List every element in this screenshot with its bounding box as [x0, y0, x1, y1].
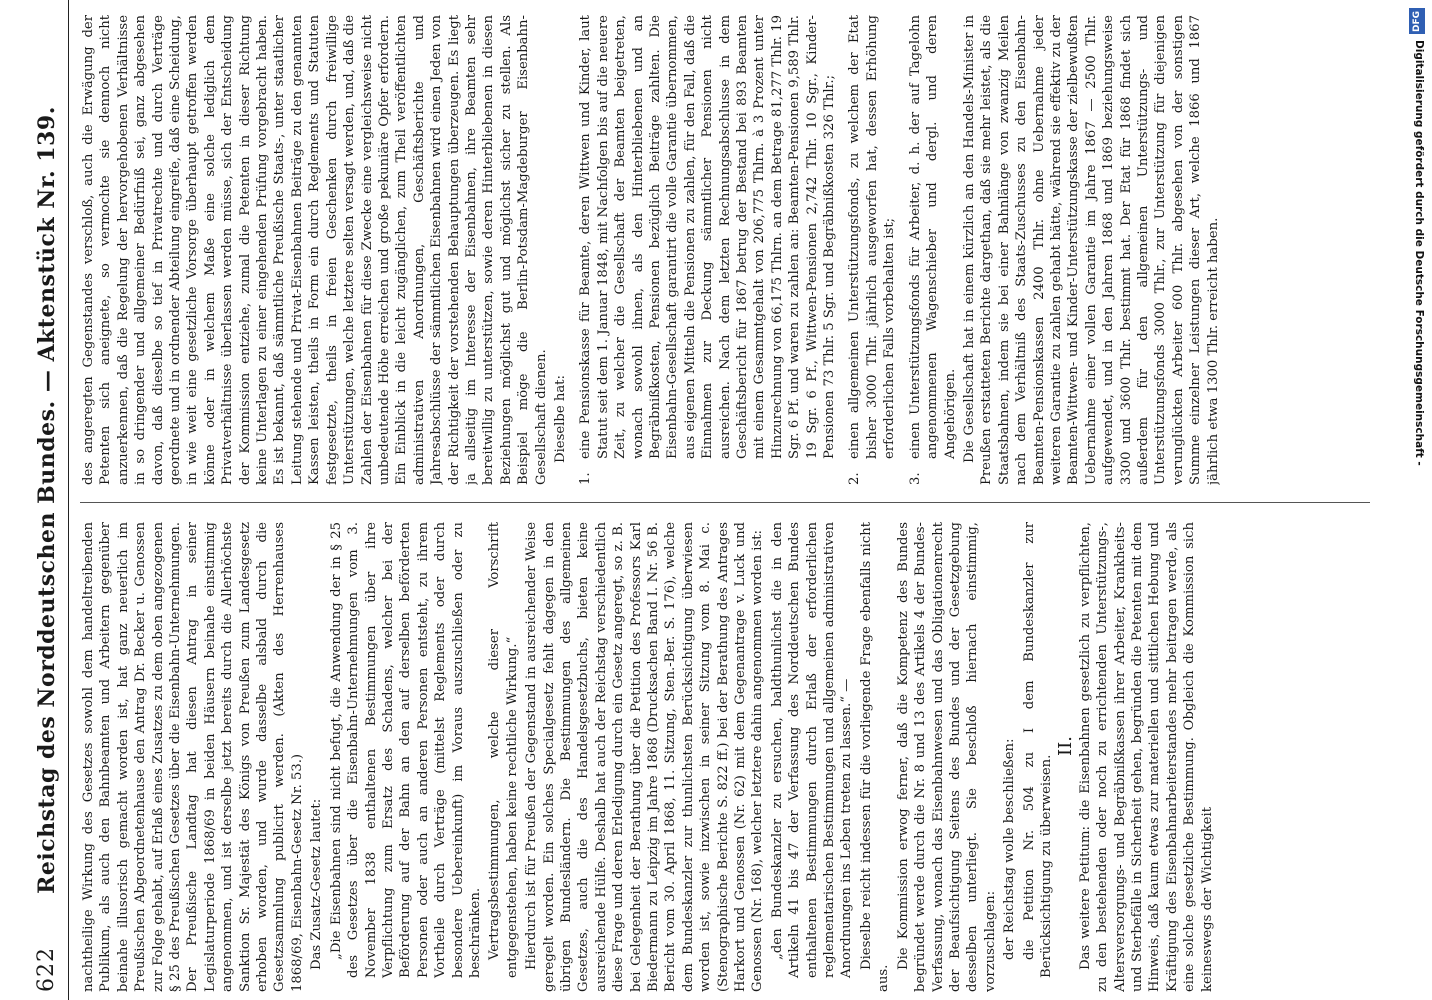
digitization-credit-bar [1406, 0, 1428, 1000]
digitization-credit-text: Digitalisierung gefördert durch die Deutsche Forschungsgemeinschaft - [1413, 40, 1425, 466]
quotation: „Die Eisenbahnen sind nicht befugt, die Anwendung der in § 25 des Gesetzes über die Eisenbahn-Unternehmungen vom 3. November 1838 enthaltenen Bestimmungen über ihre Verpflichtung zum Ersatz des Schadens, welcher bei der Beförderung auf der Bahn an den auf derselben beförderten Personen oder auch an anderen Personen entsteht, zu ihrem Vortheile durch Verträge (mittelst Reglements oder durch besondere Uebereinkunft) im Voraus auszuschließen oder zu beschränken. [328, 522, 483, 978]
page-number: 622 [34, 947, 59, 992]
list-text: einen allgemeinen Unterstützungsfonds, zu welchem der Etat bisher 3000 Thlr. jährlich ausgeworfen hat, dessen Erhöhung erforderlichen Falls vorbehalten ist; [847, 15, 898, 459]
list-text: eine Pensionskasse für Beamte, deren Wittwen und Kinder, laut Statut seit dem 1. Januar 1848, mit Nachfolgen bis auf die neuere Zeit, zu welcher die Gesellschaft der Beamten beigetreten, wonach sowohl ihnen, als den Hinterbliebenen und an Begräbnißkosten, Pensionen bezüglich Beiträge zahlten. Die Eisenbahn-Gesellschaft garantirt die volle Garantie übernommen, aus eigenen Mitteln die Pensionen zu zahlen, für den Fall, daß die Einnahmen zur Deckung sämmtlicher Pensionen nicht ausreichen. Nach dem letzten Rechnungsabschlusse in dem Geschäftsbericht für 1867 betrug der Bestand bei 893 Beamten mit einem Gesammtgehalt von 206,775 Thlrn. à 3 Prozent unter Hinzurechnung von 66,175 Thlrn. an dem Betrage 81,277 Thlr. 19 Sgr. 6 Pf. und waren zu zahlen an: Beamten-Pensionen 9,589 Thlr. 19 Sgr. 6 Pf., Wittwen-Pensionen 2,742 Thlr. 10 Sgr., Kinder-Pensionen 73 Thlr. 5 Sgr. und Begräbnißkosten 326 Thlr.; [578, 15, 838, 459]
list-number: 2. [847, 472, 863, 485]
paragraph: Die Kommission erwog ferner, daß die Kompetenz des Bundes begründet werde durch die Nr. 8 und 13 des Artikels 4 der Bundes-Verfassung, wonach das Eisenbahnwesen und das Obligationenrecht der Beaufsichtigung Seitens des Bundes und der Gesetzgebung desselben unterliegt. Sie beschloß hiernach einstimmig, vorzuschlagen: [895, 522, 998, 992]
section-heading: II. [1055, 736, 1077, 756]
quotation: „den Bundeskanzler zu ersuchen, baldthunlichst die in den Artikeln 41 bis 47 der Verfassung des Norddeutschen Bundes enthaltenen Bestimmungen durch Erlaß der erforderlichen reglementarischen Bestimmungen und allgemeinen administrativen Anordnungen ins Leben treten zu lassen.“ — [769, 522, 855, 978]
paragraph: Die Gesellschaft hat in einem kürzlich an den Handels-Minister in Preußen erstatteten Berichte dargethan, daß sie mehr leistet, als die Staatsbahnen, indem sie bei einer Bahnlänge von zwanzig Meilen nach dem Verhältniß des Staats-Zuschusses zu den Eisenbahn-Beamten-Pensionskassen 2400 Thlr. ohne Uebernahme jeder weiteren Garantie zu zahlen gehabt hätte, während sie effektiv zu der Beamten-Wittwen- und Kinder-Unterstützungskasse der zielbewußten Uebernahme einer vollen Garantie im Jahre 1867 — 2500 Thlr. aufgewendet, und in den Jahren 1868 und 1869 beziehungsweise 3300 und 3600 Thlr. bestimmt hat. Der Etat für 1868 findet sich außerdem für den allgemeinen Unterstützungs- und Unterstützungsfonds 3000 Thlr., zur Unterstützung für diejenigen verunglückten Arbeiter 600 Thlr. abgesehen von der sonstigen Summe einzelner Leistungen dieser Art, welche 1866 und 1867 jährlich etwa 1300 Thlr. erreicht haben. [961, 15, 1221, 485]
paragraph: Das weitere Petitum: die Eisenbahnen gesetzlich zu verpflichten, zu den bestehenden oder noch zu errichtenden Unterstützungs-, Altersversorgungs- und Begräbnißkassen ihrer Arbeiter, Krankheits- und Sterbefälle in Sicherheit gehen, begründen die Petenten mit dem Hinweis, daß kaum etwas zur materiellen und sittlichen Hebung und Kräftigung des Eisenbahnarbeiterstandes mehr beitragen werde, als eine solche gesetzliche Bestimmung. Obgleich die Kommission sich keineswegs der Wichtigkeit [1077, 522, 1215, 992]
page-title: Reichstag des Norddeutschen Bundes. — Aktenstück Nr. 139. [34, 106, 60, 894]
paragraph: des angeregten Gegenstandes verschloß, auch die Erwägung der Petenten sich aneignete, so vermochte sie dennoch nicht anzuerkennen, daß die Regelung der hervorgehobenen Verhältnisse in so dringender und allgemeiner Bedürfniß sei, ganz abgesehen davon, daß dieselbe so tief in Privatrechte und durch Verträge geordnete und in ordnender Abteilung eingreife, daß eine Scheidung, in wie weit eine gesetzliche Vorsorge überhaupt getroffen werden könne oder in welchem Maße eine solche lediglich dem Privatverhältnisse überlassen werden müsse, sich der Entscheidung der Kommission entziehe, zumal die Petenten in dieser Richtung keine Unterlagen zu einer eingehenden Prüfung vorgebracht haben. Es ist bekannt, daß sämmtliche Preußische Staats-, unter staatlicher Leitung stehende und Privat-Eisenbahnen Beiträge zu den genannten Kassen leisten, theils in Form ein durch Reglements und Statuten festgesetzte, theils in freien Geschenken durch freiwillige Unterstützungen, welche letztere selten versagt werden, und, daß die Zahlen der Eisenbahnen für diese Zwecke eine vergleichsweise nicht unbedeutende Höhe erreichen und große pekuniäre Opfer erfordern. Ein Einblick in die leicht zugänglichen, zum Theil veröffentlichten administrativen Anordnungen, Geschäftsberichte und Jahresabschlüsse der sämmtlichen Eisenbahnen wird einen Jeden von der Richtigkeit der vorstehenden Behauptungen überzeugen. Es liegt ja allseitig im Interesse der Eisenbahnen, ihre Beamten sehr bereitwillig zu unterstützen, sowie deren Hinterbliebenen in diesen Beziehungen möglichst gut und möglichst sicher zu stellen. Als Beispiel möge die Berlin-Potsdam-Magdeburger Eisenbahn-Gesellschaft dienen. [81, 15, 549, 485]
resolution-text: die Petition Nr. 504 zu I dem Bundeskanzler zur Berücksichtigung zu überweisen. [1021, 522, 1054, 978]
paragraph: Hierdurch ist für Preußen der Gegenstand in ausreichender Weise geregelt worden. Ein solches Specialgesetz fehlt dagegen in den übrigen Bundesländern. Die Bestimmungen des allgemeinen Gesetzes, auch die des Handelsgesetzbuchs, bieten keine ausreichende Hülfe. Deshalb hat auch der Reichstag verschiedentlich diese Frage und deren Erledigung durch ein Gesetz angeregt, so z. B. bei Gelegenheit der Berathung über die Petition des Professors Karl Biedermann zu Leipzig im Jahre 1868 (Drucksachen Band I. Nr. 56 B. Bericht vom 30. April 1868, 11. Sitzung, Sten.-Ber. S. 176), welche dem Bundeskanzler zur thunlichsten Berücksichtigung überwiesen worden ist, sowie inzwischen in seiner Sitzung vom 8. Mai c. (Stenographische Berichte S. 822 ff.) bei der Berathung des Antrages Harkort und Genossen (Nr. 62) mit dem Gegenantrage v. Luck und Genossen (Nr. 168), welcher letztere dahin angenommen worden ist: [524, 522, 766, 992]
quotation: Vertragsbestimmungen, welche dieser Vorschrift entgegenstehen, haben keine rechtliche Wirkung.“ [487, 522, 520, 978]
list-number: 1. [578, 472, 594, 485]
list-item [907, 15, 959, 485]
resolution-intro: der Reichstag wolle beschließen: [1002, 738, 1018, 960]
paragraph: Dieselbe hat: [552, 375, 568, 463]
list-number: 3. [907, 472, 923, 485]
column-divider [80, 502, 1370, 503]
paragraph: Das Zusatz-Gesetz lautet: [309, 798, 325, 970]
rotated-page-content [28, 0, 1408, 1000]
dfg-logo-icon: DFG [1409, 8, 1425, 34]
paragraph: Dieselbe reicht indessen für die vorliegende Frage ebenfalls nicht aus. [858, 522, 892, 992]
right-column [80, 15, 1400, 485]
left-column [80, 522, 1400, 992]
list-item [846, 15, 898, 485]
list-text: einen Unterstützungsfonds für Arbeiter, d. h. der auf Tagelohn angenommenen Wagenschieber und dergl. und deren Angehörigen. [907, 15, 958, 459]
page-header [28, 0, 69, 1000]
paragraph: nachtheilige Wirkung des Gesetzes sowohl dem handeltreibenden Publikum, als auch den Bahnbeamten und Arbeitern gegenüber beinahe illusorisch gemacht worden ist, hat ganz neuerlich im Preußischen Abgeordnetenhause den Antrag Dr. Becker u. Genossen zur Folge gehabt, auf Erlaß eines Zusatzes zu dem oben angezogenen § 25 des Preußischen Gesetzes über die Eisenbahn-Unternehmungen. Der Preußische Landtag hat diesen Antrag in seiner Legislaturperiode 1868/69 in beiden Häusern beinahe einstimmig angenommen, und ist derselbe jetzt bereits durch die Allerhöchste Sanktion Sr. Majestät des Königs von Preußen zum Landesgesetz erhoben worden, und wurde dasselbe alsbald durch die Gesetzsammlung publicirt werden. (Akten des Herrenhauses 1868/69, Eisenbahn-Gesetz Nr. 53.) [81, 522, 305, 992]
list-item [577, 15, 838, 485]
